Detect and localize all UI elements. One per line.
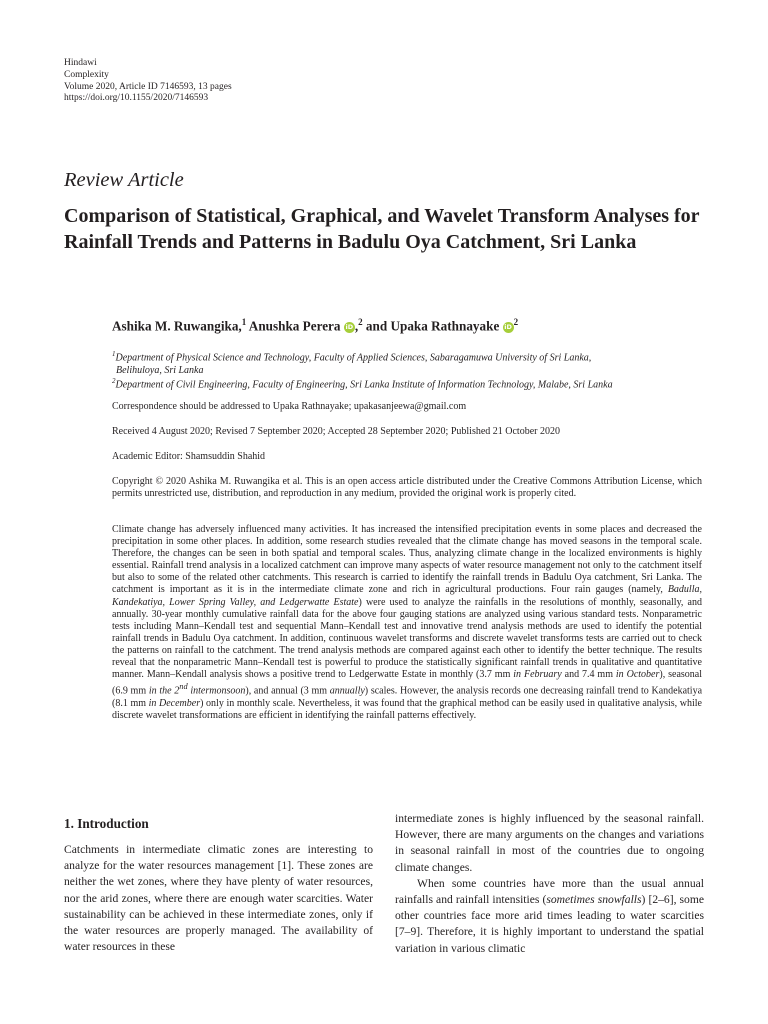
abstract-italic: intermonsoon	[187, 685, 246, 697]
author-affiliation-number: 2	[513, 317, 519, 327]
article-title: Comparison of Statistical, Graphical, and Wavelet Transform Analyses for Rainfall Trends and Patterns in Badulu Oya Catchment, Sri Lanka	[64, 205, 700, 253]
affiliation-1	[112, 348, 591, 377]
academic-editor: Academic Editor: Shamsuddin Shahid	[112, 451, 266, 462]
author-separator: and	[365, 318, 388, 334]
abstract-italic: in December	[148, 697, 201, 709]
abstract-text: Climate change has adversely influenced many activities. It has increased the intensified precipitation events in some places and decreased the precipitation in some other places. In addition, some research studies revealed that the climate change has moved seasons in the temporal scale. Therefore, the changes can be seen in both spatial and temporal scales. Thus, analyzing climate change in the localized environments is highly essential. Rainfall trend analysis in a localized catchment can improve many aspects of water resource management not only to the catchment itself but also to some of the related other catchments. This research is carried to identify the rainfall trends in Badulu Oya catchment, Sri Lanka. The catchment is important as it is in the intermediate climate zone and rich in agricultural productions. Four rain gauges (namely,	[112, 524, 702, 596]
affiliation-text: Department of Civil Engineering, Faculty of Engineering, Sri Lanka Institute of Information Technology, Malabe, Sri Lanka	[115, 379, 613, 391]
affiliation-text: Belihuloya, Sri Lanka	[116, 365, 204, 377]
abstract-italic: annually	[329, 685, 365, 697]
orcid-icon[interactable]: iD	[345, 323, 354, 332]
author-affiliation-number: 2	[358, 317, 363, 327]
abstract-text: ) scales. However, the analysis records one decreasing rainfall trend to Kandekatiya (8.1 mm	[112, 685, 703, 709]
journal-name: Complexity	[64, 69, 109, 80]
abstract-text: ), and annual (3 mm	[245, 685, 330, 697]
introduction-right-column	[395, 811, 704, 957]
journal-header	[64, 58, 232, 105]
paragraph-text: intermediate zones is highly influenced by the seasonal rainfall. However, there are many arguments on the changes and variations in seasonal rainfall in most of the countries due to ongoing climate changes.	[395, 812, 704, 874]
affiliation-number: 1	[112, 350, 116, 358]
abstract-text: ) only in monthly scale. Nevertheless, it was found that the graphical method can be easily used in qualitative analysis, while discrete wavelet transformations are efficient in identifying the rainfall patterns effectively.	[112, 697, 702, 721]
abstract-italic: in October	[615, 669, 660, 681]
section-heading-introduction: 1. Introduction	[64, 816, 149, 831]
affiliation-2	[112, 375, 613, 391]
publisher-name: Hindawi	[64, 58, 97, 68]
abstract-text: ), seasonal (6.9 mm	[112, 669, 702, 697]
copyright-notice: Copyright © 2020 Ashika M. Ruwangika et al. This is an open access article distributed under the Creative Commons Attribution License, which permits unrestricted use, distribution, and reproduction in any medium, provided the original work is properly cited.	[112, 476, 702, 500]
abstract	[112, 524, 702, 722]
paragraph-italic: sometimes snowfalls	[546, 893, 642, 907]
affiliation-text: Department of Physical Science and Technology, Faculty of Applied Sciences, Sabaragamuwa University of Sri Lanka,	[115, 352, 592, 364]
orcid-icon[interactable]: iD	[504, 323, 512, 332]
article-type: Review Article	[64, 169, 184, 191]
volume-info: Volume 2020, Article ID 7146593, 13 pages	[64, 81, 232, 92]
abstract-italic: nd	[179, 682, 188, 692]
abstract-text: ) were used to analyze the rainfalls in the resolutions of monthly, seasonally, and annually. 30-year monthly cumulative rainfall data for the above four gauging stations are analyzed using various standard tests. Nonparametric tests including Mann–Kendall test and sequential Mann–Kendall test and innovative trend analysis methods are used to identify the potential rainfall trends in Badulu Oya catchment. In addition, continuous wavelet transforms and discrete wavelet transforms tests are carried out to check the patterns on rainfall to the catchment. The trend analysis methods are compared against each other to identify the better technique. The results reveal that the nonparametric Mann–Kendall test is powerful to produce the statistically significant rainfall trends in qualitative and quantitative manner. Mann–Kendall analysis shows a positive trend to Ledgerwatte Estate in monthly (3.7 mm	[112, 596, 702, 681]
correspondence-line: Correspondence should be addressed to Upaka Rathnayake; upakasanjeewa@gmail.com	[112, 401, 467, 412]
publication-dates: Received 4 August 2020; Revised 7 September 2020; Accepted 28 September 2020; Published 21 October 2020	[112, 426, 560, 437]
rain-gauge-names: Badulla, Kandekatiya, Lower Spring Valley, and Ledgerwatte Estate	[112, 584, 702, 608]
author-name: Ashika M. Ruwangika,	[112, 318, 242, 334]
author-name: Anushka Perera	[248, 318, 341, 334]
abstract-text: and 7.4 mm	[561, 669, 616, 681]
paragraph-text: ) [2–6], some other countries face more arid times leading to water scarcities [7–9]. Therefore, it is highly important to understand the spatial variation in various climatic	[395, 893, 705, 955]
doi-link[interactable]: https://doi.org/10.1155/2020/7146593	[64, 93, 209, 104]
author-name: Upaka Rathnayake	[390, 318, 500, 334]
abstract-italic: in February	[513, 669, 562, 681]
introduction-left-column: Catchments in intermediate climatic zones are interesting to analyze for the water resources management [1]. These zones are neither the wet zones, where they have plenty of water resources, nor the arid zones, where there are enough water scarcities. Water sustainability can be achieved in these intermediate zones, only if the water resources are properly managed. The availability of water resources in these	[64, 843, 373, 954]
abstract-italic: in the 2	[148, 685, 180, 697]
paragraph-text: When some countries have more than the usual annual rainfalls and rainfall intensities (	[395, 876, 704, 907]
affiliation-number: 2	[112, 377, 116, 385]
author-affiliation-number: 1	[241, 317, 247, 327]
author-separator: ,	[354, 318, 359, 334]
author-list	[112, 317, 518, 334]
